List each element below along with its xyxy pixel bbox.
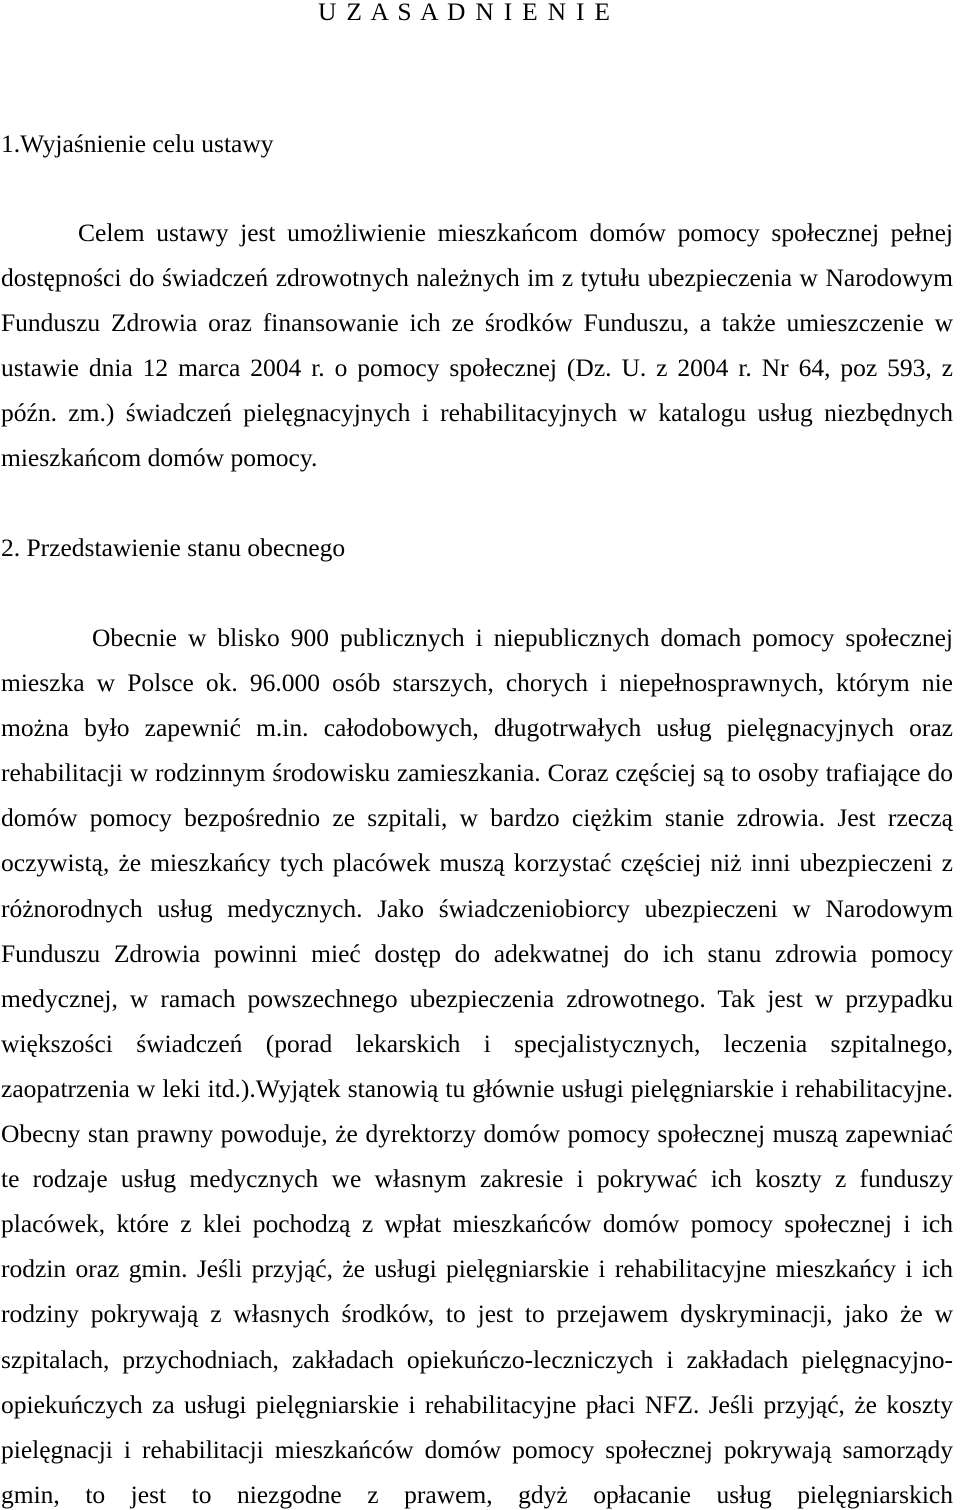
paragraph-line: różnorodnych usług medycznych. Jako świadczeniobiorcy ubezpieczeni w Narodowym — [1, 893, 953, 923]
paragraph-line: rodzin oraz gmin. Jeśli przyjąć, że usługi pielęgniarskie i rehabilitacyjne mieszkańcy i ich — [1, 1254, 953, 1284]
paragraph-line: domów pomocy bezpośrednio ze szpitali, w bardzo ciężkim stanie zdrowia. Jest rzeczą — [1, 803, 953, 833]
paragraph-1 — [1, 218, 953, 473]
paragraph-line: Obecny stan prawny powoduje, że dyrektorzy domów pomocy społecznej muszą zapewniać — [1, 1119, 953, 1149]
paragraph-line: dostępności do świadczeń zdrowotnych należnych im z tytułu ubezpieczenia w Narodowym — [1, 263, 953, 293]
paragraph-line: mieszkańcom domów pomocy. — [1, 443, 318, 473]
paragraph-line: mieszka w Polsce ok. 96.000 osób starszych, chorych i niepełnosprawnych, którym nie — [1, 668, 953, 698]
paragraph-line: Celem ustawy jest umożliwienie mieszkańcom domów pomocy społecznej pełnej — [78, 218, 953, 247]
paragraph-line: można było zapewnić m.in. całodobowych, długotrwałych usług pielęgnacyjnych oraz — [1, 713, 953, 743]
paragraph-line: te rodzaje usług medycznych we własnym zakresie i pokrywać ich koszty z funduszy — [1, 1164, 953, 1194]
paragraph-line: pielęgnacji i rehabilitacji mieszkańców domów pomocy społecznej pokrywają samorządy — [1, 1434, 953, 1464]
section-title-2: 2. Przedstawienie stanu obecnego — [1, 533, 346, 562]
paragraph-line: opiekuńczych za usługi pielęgniarskie i rehabilitacyjne płaci NFZ. Jeśli przyjąć, że koszty — [1, 1389, 953, 1419]
paragraph-line: Obecnie w blisko 900 publicznych i niepublicznych domach pomocy społecznej — [92, 623, 953, 652]
paragraph-line: medycznej, w ramach powszechnego ubezpieczenia zdrowotnego. Tak jest w przypadku — [1, 983, 953, 1013]
paragraph-line: rodziny pokrywają z własnych środków, to jest to przejawem dyskryminacji, jako że w — [1, 1299, 953, 1329]
paragraph-line: oczywistą, że mieszkańcy tych placówek muszą korzystać częściej niż inni ubezpieczeni z — [1, 848, 953, 878]
paragraph-line: szpitalach, przychodniach, zakładach opiekuńczo-leczniczych i zakładach pielęgnacyjno- — [1, 1344, 953, 1374]
paragraph-line: ustawie dnia 12 marca 2004 r. o pomocy społecznej (Dz. U. z 2004 r. Nr 64, poz 593, z — [1, 353, 953, 383]
section-title-1: 1.Wyjaśnienie celu ustawy — [1, 129, 274, 158]
paragraph-line: placówek, które z klei pochodzą z wpłat mieszkańców domów pomocy społecznej i ich — [1, 1209, 953, 1239]
paragraph-2 — [1, 623, 953, 1510]
paragraph-line: Funduszu Zdrowia powinni mieć dostęp do adekwatnej do ich stanu zdrowia pomocy — [1, 938, 953, 968]
paragraph-line: zaopatrzenia w leki itd.).Wyjątek stanowią tu głównie usługi pielęgniarskie i rehabilitacyjne. — [1, 1073, 953, 1103]
document-heading: U Z A S A D N I E N I E — [318, 0, 610, 26]
paragraph-line: większości świadczeń (porad lekarskich i specjalistycznych, leczenia szpitalnego, — [1, 1028, 953, 1058]
paragraph-line: Funduszu Zdrowia oraz finansowanie ich ze środków Funduszu, a także umieszczenie w — [1, 308, 953, 338]
paragraph-line: późn. zm.) świadczeń pielęgnacyjnych i rehabilitacyjnych w katalogu usług niezbędnych — [1, 398, 953, 428]
paragraph-line: rehabilitacji w rodzinnym środowisku zamieszkania. Coraz częściej są to osoby trafiające do — [1, 758, 953, 788]
paragraph-line: gmin, to jest to niezgodne z prawem, gdyż opłacanie usług pielęgniarskich — [1, 1479, 953, 1509]
